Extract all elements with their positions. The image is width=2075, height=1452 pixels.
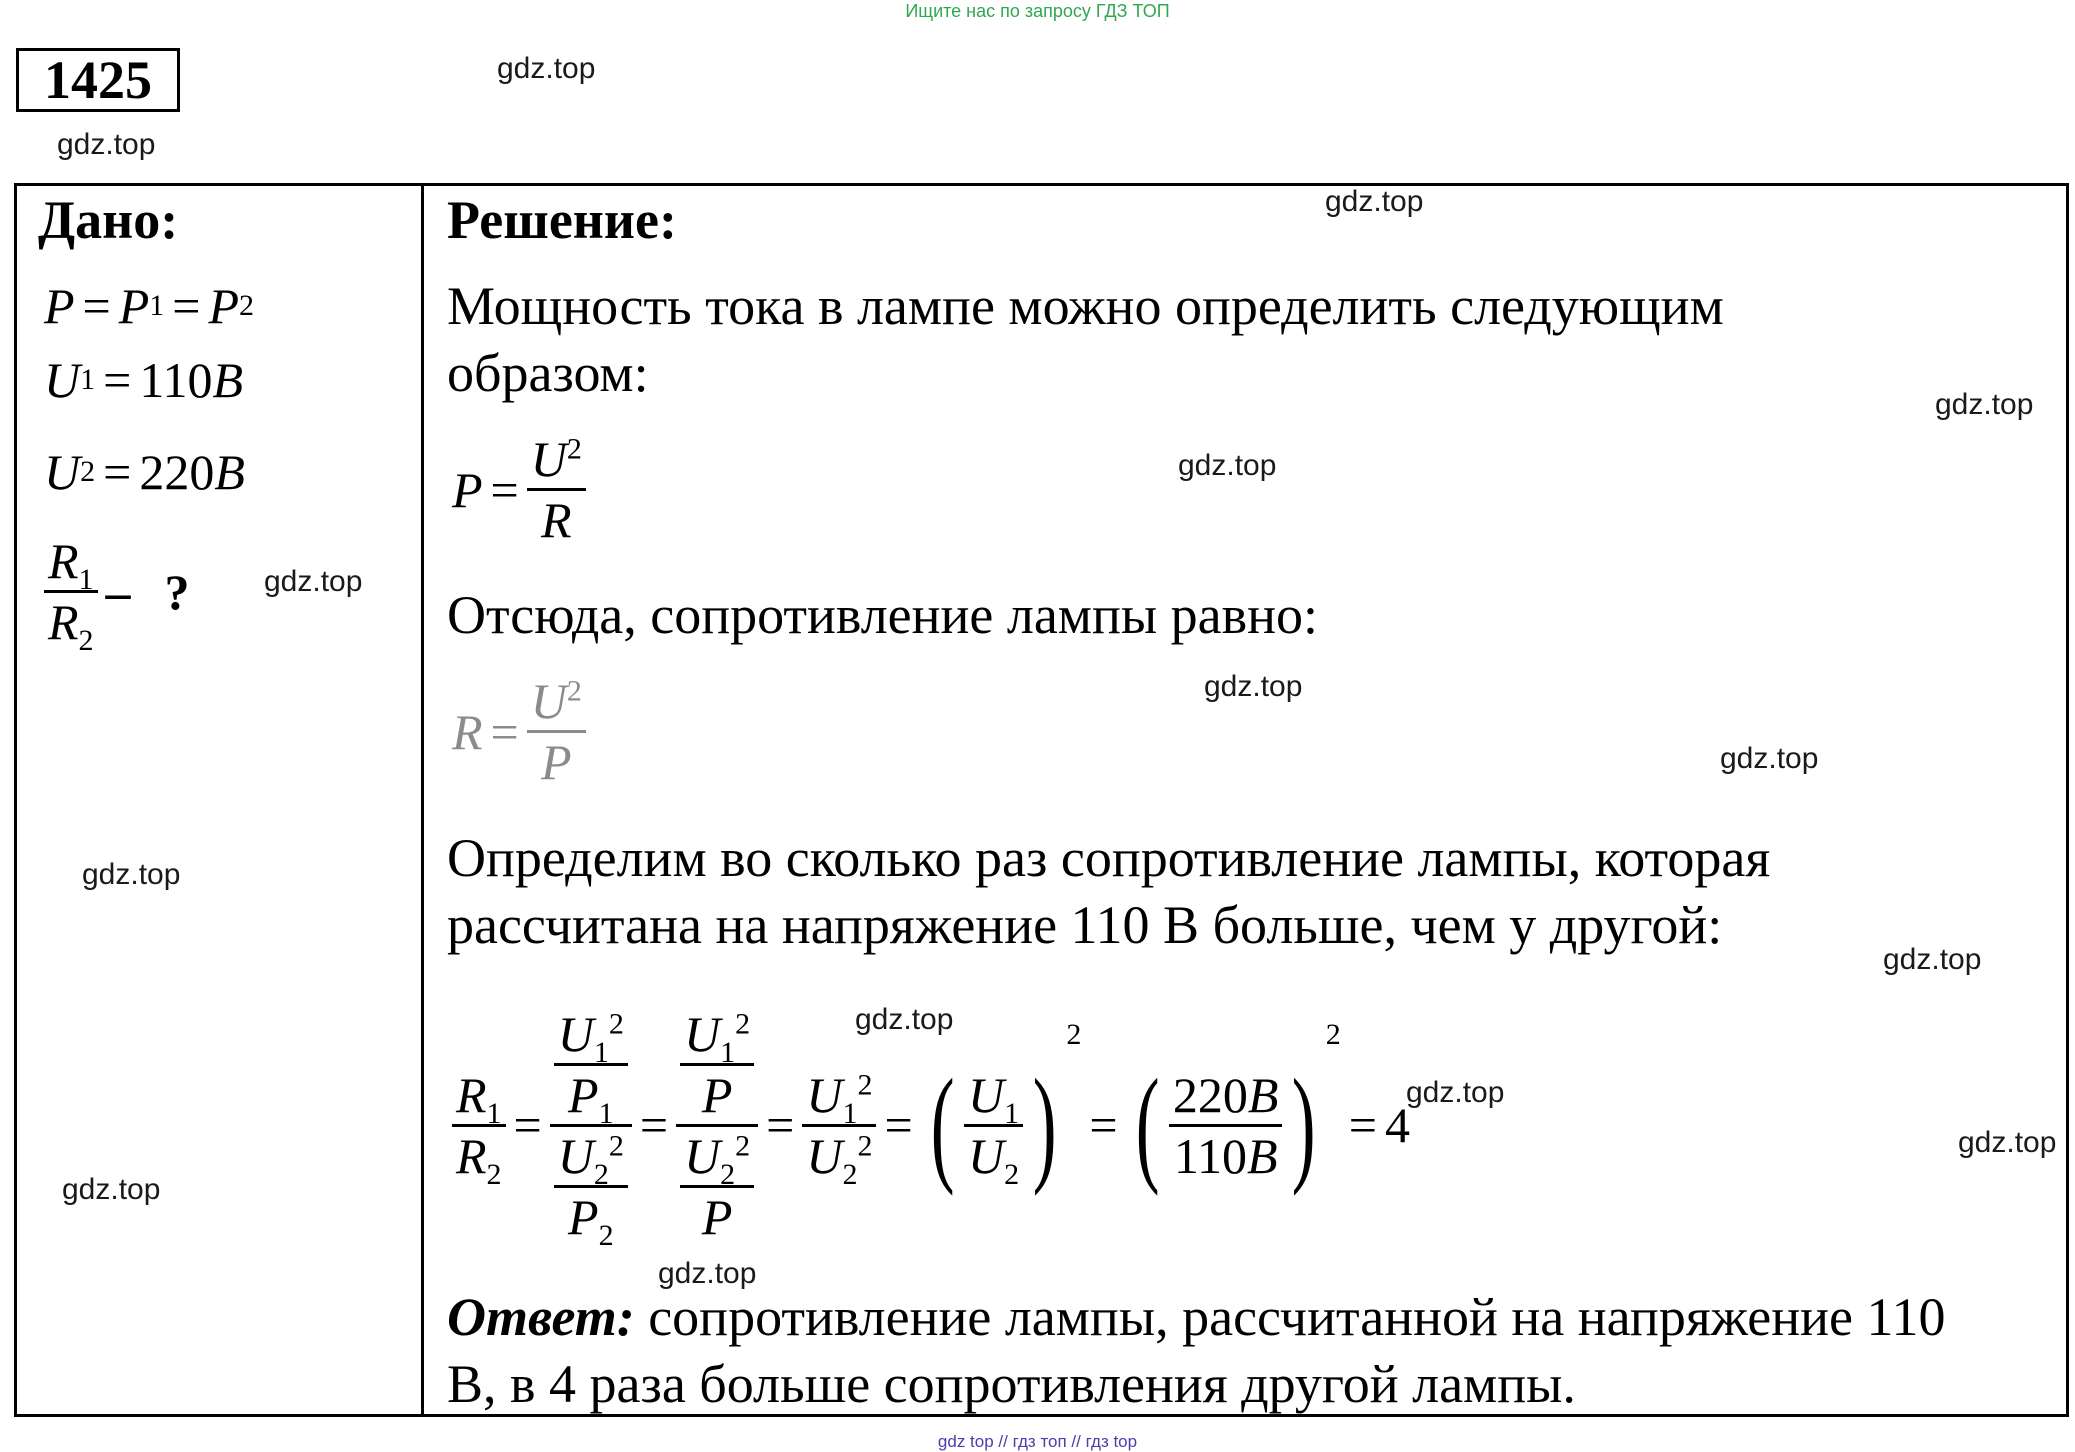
given-heading: Дано: [38,190,179,250]
watermark: gdz.top [1883,943,1982,976]
watermark: gdz.top [57,128,156,161]
watermark: gdz.top [82,858,181,891]
watermark: gdz.top [1720,742,1819,775]
watermark: gdz.top [62,1173,161,1206]
watermark: gdz.top [1406,1076,1505,1109]
watermark: gdz.top [1325,185,1424,218]
top-banner: Ищите нас по запросу ГДЗ ТОП [905,1,1170,21]
watermark: gdz.top [497,52,596,85]
table-divider [421,183,424,1417]
watermark: gdz.top [658,1257,757,1290]
formula-power: P = $\frac{U^2}{R}$ [452,430,586,549]
given-find-ratio: $\frac{R_1}{R_2}$ – ? [44,532,190,651]
watermark: gdz.top [1178,449,1277,482]
solution-text-2: Отсюда, сопротивление лампы равно: [447,585,1319,645]
answer [447,1284,2007,1418]
answer-text: сопротивление лампы, рассчитанной на напряжение 110 В, в 4 раза больше сопротивления другой лампы. [447,1287,1946,1414]
given-power-equality: P = P 1 = P 2 [44,278,255,334]
answer-label: Ответ: [447,1287,635,1347]
watermark: gdz.top [1958,1126,2057,1159]
watermark: gdz.top [264,565,363,598]
formula-ratio: $\frac{R_1}{R_2}$ = $\frac{\frac{U_1^2}{P_1}}{\frac{U_2^2}{P_2}}$ = $\frac{\frac{U_1^2}{P}}{\frac{U_2^2}{P}}$ = $\frac{U_1^2}{U_2^2}$ = ( $\frac{U_1}{U_2}$ ) 2 = ( $\frac{220B}{110B}$ ) 2 = 4 [452,975,1410,1275]
watermark: gdz.top [855,1003,954,1036]
solution-text-1: Мощность тока в лампе можно определить следующим образом: [447,276,1724,403]
problem-number: 1425 [16,48,180,112]
given-voltage-2: U 2 = 220 B [44,444,245,500]
watermark: gdz.top [1935,388,2034,421]
solution-heading: Решение: [447,190,677,250]
footer-links: gdz top // гдз топ // гдз top [937,1432,1138,1451]
solution-text-3: Определим во сколько раз сопротивление лампы, которая рассчитана на напряжение 110 В больше, чем у другой: [447,828,1771,955]
watermark: gdz.top [1204,670,1303,703]
formula-resistance: R = $\frac{U^2}{P}$ [452,672,586,791]
given-voltage-1: U 1 = 110 B [44,352,244,408]
